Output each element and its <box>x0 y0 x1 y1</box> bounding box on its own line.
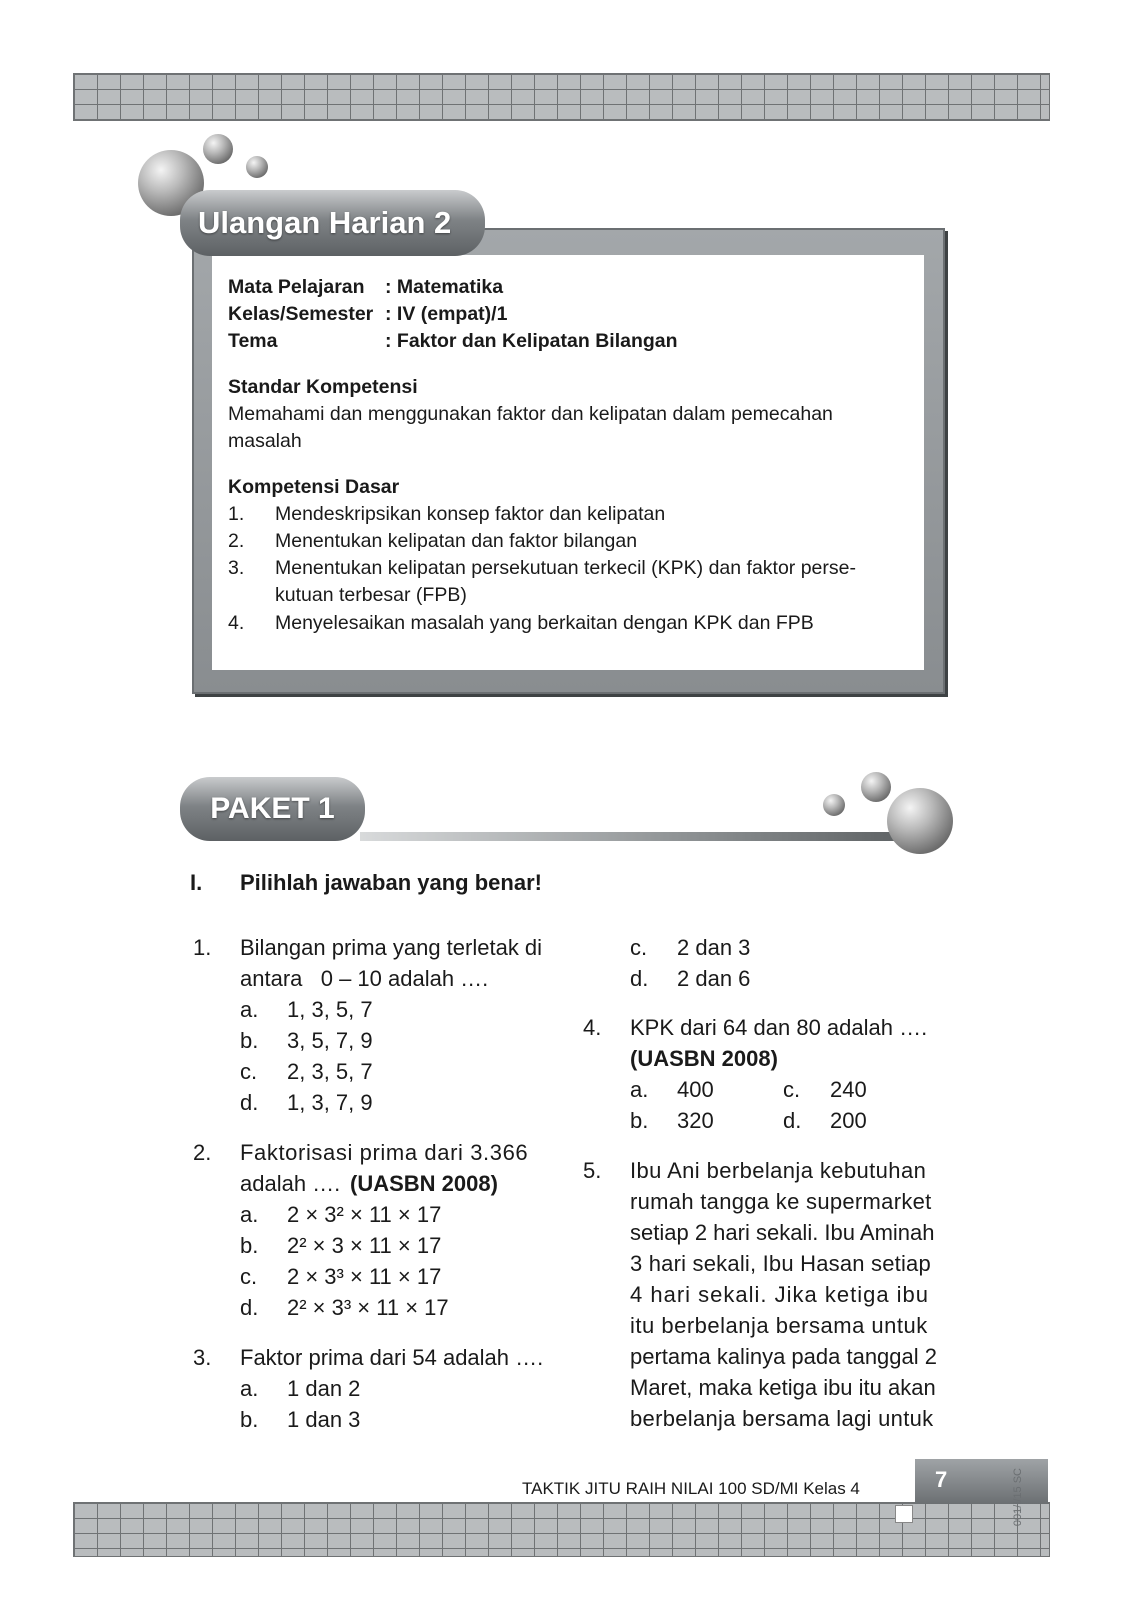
option-text: 1 dan 3 <box>287 1407 361 1432</box>
option-text: 400 <box>677 1077 714 1102</box>
info-value-class: : IV (empat)/1 <box>385 303 508 325</box>
kd-text: Menentukan kelipatan dan faktor bilangan <box>275 530 638 552</box>
option-letter: d. <box>783 1108 802 1133</box>
print-code: 001/I/15 SC <box>1012 1468 1024 1527</box>
option-text: 2² × 3 × 11 × 17 <box>287 1233 442 1258</box>
footer-book-title: TAKTIK JITU RAIH NILAI 100 SD/MI Kelas 4 <box>522 1479 860 1498</box>
sk-line: Memahami dan menggunakan faktor dan kelipatan dalam pemecahan <box>228 403 833 425</box>
decor-sphere-large <box>887 788 953 854</box>
page-title: Ulangan Harian 2 <box>180 190 485 256</box>
decor-square <box>895 1505 913 1523</box>
kd-text: Menyelesaikan masalah yang berkaitan dengan KPK dan FPB <box>275 612 814 634</box>
question-text: Bilangan prima yang terletak di <box>240 935 543 960</box>
kd-number: 1. <box>228 503 245 525</box>
option-letter: a. <box>240 997 259 1022</box>
sk-line: masalah <box>228 430 302 452</box>
option-text: 200 <box>830 1108 867 1133</box>
question-text: KPK dari 64 dan 80 adalah …. <box>630 1015 928 1040</box>
page-number: 7 <box>935 1467 948 1492</box>
question-number: 4. <box>583 1015 602 1040</box>
question-text: setiap 2 hari sekali. Ibu Aminah <box>630 1220 935 1245</box>
option-text: 2 dan 3 <box>677 935 751 960</box>
option-text: 2 × 3³ × 11 × 17 <box>287 1264 442 1289</box>
decor-sphere-small <box>246 156 268 178</box>
option-letter: c. <box>630 935 648 960</box>
question-source-tag: (UASBN 2008) <box>630 1046 778 1071</box>
question-number: 5. <box>583 1158 602 1183</box>
info-label-theme: Tema <box>228 330 278 352</box>
option-text: 2 dan 6 <box>677 966 751 991</box>
question-text: 4 hari sekali. Jika ketiga ibu <box>630 1282 930 1307</box>
section-instruction: Pilihlah jawaban yang benar! <box>240 870 542 895</box>
question-text: rumah tangga ke supermarket <box>630 1189 932 1214</box>
kd-heading: Kompetensi Dasar <box>228 476 400 498</box>
kd-text: kutuan terbesar (FPB) <box>275 584 467 606</box>
question-text: adalah …. <box>240 1171 341 1196</box>
info-label-subject: Mata Pelajaran <box>228 276 365 298</box>
question-text: antara 0 – 10 adalah …. <box>240 966 489 991</box>
option-letter: b. <box>630 1108 649 1133</box>
question-text: Maret, maka ketiga ibu itu akan <box>630 1375 936 1400</box>
option-letter: a. <box>240 1376 259 1401</box>
top-grid-band <box>73 73 1050 121</box>
question-source-tag: (UASBN 2008) <box>350 1171 498 1196</box>
option-letter: a. <box>240 1202 259 1227</box>
option-text: 2² × 3³ × 11 × 17 <box>287 1295 449 1320</box>
option-letter: c. <box>240 1059 258 1084</box>
option-text: 3, 5, 7, 9 <box>287 1028 373 1053</box>
decor-sphere-small <box>823 794 845 816</box>
option-letter: d. <box>630 966 649 991</box>
kd-number: 4. <box>228 612 245 634</box>
info-value-theme: : Faktor dan Kelipatan Bilangan <box>385 330 678 352</box>
question-text: Faktor prima dari 54 adalah …. <box>240 1345 544 1370</box>
option-text: 1 dan 2 <box>287 1376 361 1401</box>
option-letter: c. <box>240 1264 258 1289</box>
option-letter: b. <box>240 1028 259 1053</box>
option-text: 1, 3, 7, 9 <box>287 1090 373 1115</box>
decor-sphere-medium <box>203 134 233 164</box>
kd-text: Menentukan kelipatan persekutuan terkecil (KPK) dan faktor perse- <box>275 557 856 579</box>
option-letter: a. <box>630 1077 649 1102</box>
question-text: Faktorisasi prima dari 3.366 <box>240 1140 529 1165</box>
option-text: 240 <box>830 1077 867 1102</box>
paket-title: PAKET 1 <box>180 777 365 841</box>
option-letter: b. <box>240 1233 259 1258</box>
option-letter: c. <box>783 1077 801 1102</box>
question-text: Ibu Ani berbelanja kebutuhan <box>630 1158 927 1183</box>
info-value-subject: : Matematika <box>385 276 504 298</box>
decor-sphere-medium <box>861 772 891 802</box>
kd-number: 3. <box>228 557 245 579</box>
question-text: 3 hari sekali, Ibu Hasan setiap <box>630 1251 931 1276</box>
paket-divider <box>360 832 900 841</box>
option-letter: d. <box>240 1295 259 1320</box>
question-text: pertama kalinya pada tanggal 2 <box>630 1344 937 1369</box>
question-text: itu berbelanja bersama untuk <box>630 1313 928 1338</box>
option-text: 1, 3, 5, 7 <box>287 997 373 1022</box>
option-letter: b. <box>240 1407 259 1432</box>
question-number: 1. <box>193 935 212 960</box>
question-number: 2. <box>193 1140 212 1165</box>
question-text: berbelanja bersama lagi untuk <box>630 1406 934 1431</box>
sk-heading: Standar Kompetensi <box>228 376 418 398</box>
option-text: 2, 3, 5, 7 <box>287 1059 373 1084</box>
question-number: 3. <box>193 1345 212 1370</box>
kd-text: Mendeskripsikan konsep faktor dan kelipatan <box>275 503 666 525</box>
option-text: 320 <box>677 1108 714 1133</box>
option-letter: d. <box>240 1090 259 1115</box>
option-text: 2 × 3² × 11 × 17 <box>287 1202 442 1227</box>
section-number: I. <box>190 870 203 895</box>
kd-number: 2. <box>228 530 245 552</box>
info-label-class: Kelas/Semester <box>228 303 374 325</box>
